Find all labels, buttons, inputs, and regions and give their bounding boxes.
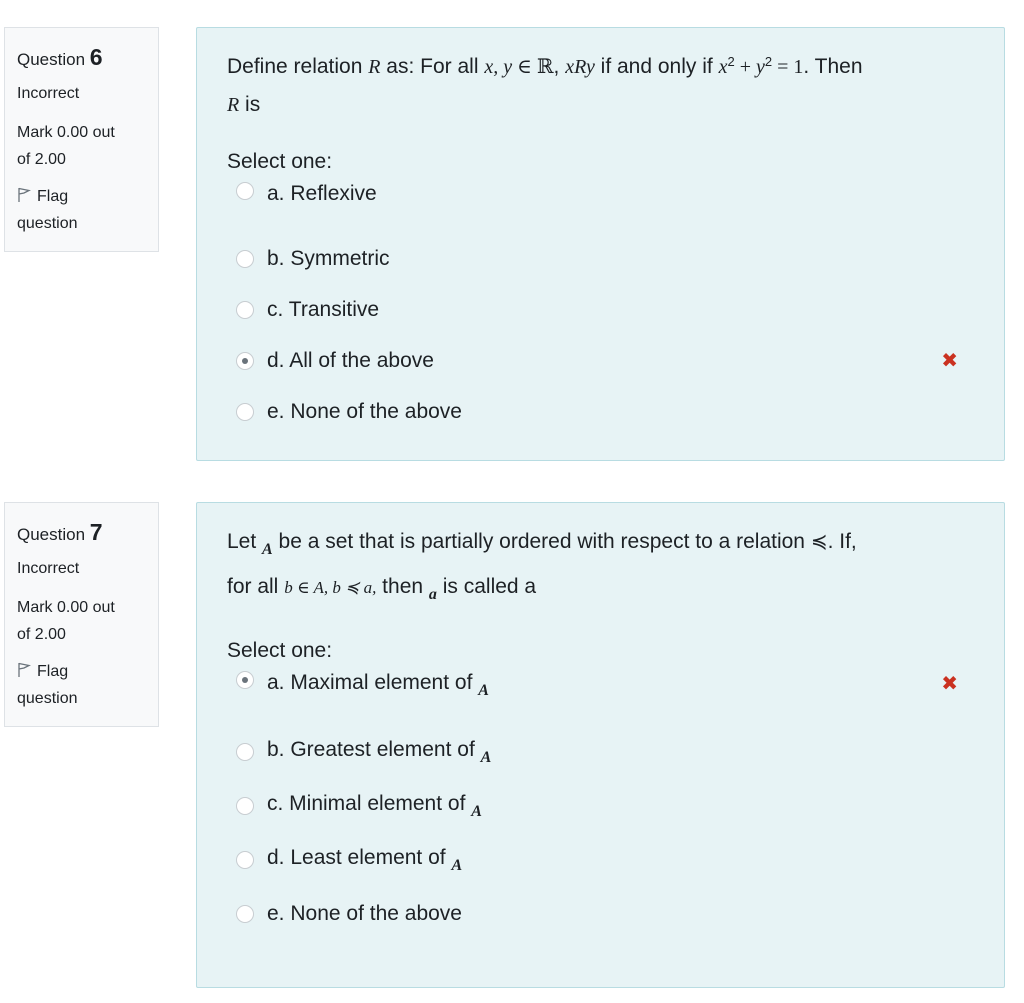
flag-icon — [17, 187, 31, 203]
incorrect-icon: ✖ — [941, 350, 958, 372]
radio-button[interactable] — [236, 403, 254, 421]
question-number: Question 7 — [17, 519, 103, 545]
select-one-prompt: Select one: — [227, 150, 333, 173]
question-grade: Mark 0.00 out of 2.00 — [17, 599, 115, 643]
option-b[interactable]: b. Greatest element of $_A$ — [227, 725, 974, 779]
option-b[interactable]: b. Symmetric — [227, 233, 974, 284]
radio-button-selected[interactable] — [236, 352, 254, 370]
option-d[interactable]: d. Least element of $_A$ — [227, 833, 974, 887]
question-info — [4, 27, 159, 252]
radio-button[interactable] — [236, 182, 254, 200]
flag-question-link[interactable]: Flag question — [17, 663, 78, 707]
select-one-prompt: Select one: — [227, 639, 333, 662]
option-e[interactable]: e. None of the above — [227, 887, 974, 941]
question-content — [196, 27, 1005, 461]
option-c[interactable]: c. Transitive — [227, 284, 974, 335]
radio-button[interactable] — [236, 905, 254, 923]
question-grade: Mark 0.00 out of 2.00 — [17, 124, 115, 168]
option-d[interactable]: d. All of the above ✖ — [227, 335, 974, 386]
option-c[interactable]: c. Minimal element of $_A$ — [227, 779, 974, 833]
flag-icon — [17, 662, 31, 678]
radio-button[interactable] — [236, 301, 254, 319]
option-a[interactable]: a. Maximal element of $_A$ ✖ — [227, 671, 974, 725]
question-6 — [0, 0, 1024, 480]
option-a[interactable]: a. Reflexive — [227, 182, 974, 233]
radio-button[interactable] — [236, 851, 254, 869]
radio-button-selected[interactable] — [236, 671, 254, 689]
question-text: Define relation R as: For all x, y ∈ ℝ, xRy if and only if $x^2 + y^2 = 1$. Then R is — [227, 54, 863, 116]
radio-button[interactable] — [236, 743, 254, 761]
question-info — [4, 502, 159, 727]
radio-button[interactable] — [236, 797, 254, 815]
answer-options — [227, 182, 974, 437]
question-number: Question 6 — [17, 44, 103, 70]
incorrect-icon: ✖ — [941, 673, 958, 695]
flag-question-link[interactable]: Flag question — [17, 188, 78, 232]
question-state: Incorrect — [17, 560, 80, 577]
question-content — [196, 502, 1005, 988]
question-7 — [0, 475, 1024, 1003]
question-text: Let $_A$ be a set that is partially ordered with respect to a relation ≼. If, for all b ∈ A, b ≼ a, then $_a$ is called a — [227, 530, 857, 603]
option-e[interactable]: e. None of the above — [227, 386, 974, 437]
question-state: Incorrect — [17, 85, 80, 102]
radio-button[interactable] — [236, 250, 254, 268]
answer-options — [227, 671, 974, 941]
